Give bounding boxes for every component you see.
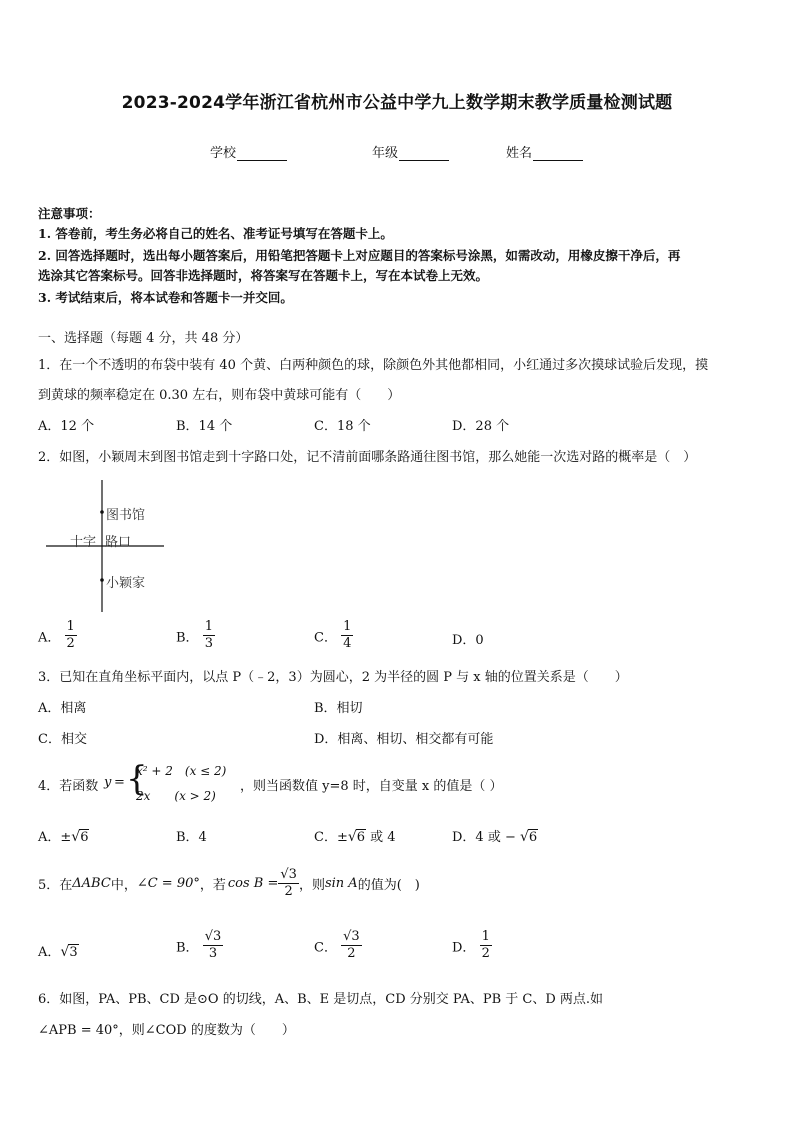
q2-b-den: 3	[204, 636, 213, 652]
radical-icon: √	[347, 829, 357, 845]
grade-blank	[399, 148, 449, 161]
q3-option-a: A．相离	[38, 701, 87, 716]
school-blank	[237, 148, 287, 161]
name-blank	[533, 148, 583, 161]
q4-c-label: C．±	[314, 830, 348, 845]
q4-c-radicand: 6	[356, 830, 366, 845]
home-point	[100, 578, 104, 582]
q5-d-num: 1	[480, 930, 492, 946]
radical-icon: √	[519, 829, 529, 845]
q4-y: y	[104, 775, 112, 790]
q5-c-num: √3	[341, 930, 362, 946]
q1-option-d: D．28 个	[452, 419, 510, 434]
notice-item-3: 3. 考试结束后，将本试卷和答题卡一并交回。	[38, 290, 293, 305]
q2-a-label: A．	[38, 630, 61, 646]
q2-option-b	[176, 620, 215, 652]
q5-a-label: A．	[38, 945, 61, 960]
grade-field	[372, 142, 449, 161]
q4-suffix: ，则当函数值 y=8 时，自变量 x 的值是（ ）	[240, 779, 503, 794]
q1-option-c: C．18 个	[314, 419, 371, 434]
notice-item-1: 1. 答卷前，考生务必将自己的姓名、准考证号填写在答题卡上。	[38, 226, 393, 241]
q5-d-label: D．	[452, 940, 476, 956]
q4-option-d	[452, 826, 538, 845]
q2-c-den: 4	[343, 636, 352, 652]
name-label: 姓名	[506, 146, 533, 161]
q4-d-label: D．4 或 −	[452, 830, 520, 845]
radical-icon: √	[71, 829, 81, 845]
q2-c-fraction	[341, 620, 353, 652]
q5-mid-3: ，则	[298, 878, 325, 894]
fig-cross-label-2: 路口	[105, 535, 132, 550]
q5-stem	[38, 868, 420, 900]
q4-option-c	[314, 826, 396, 845]
notice-item-2-cont: 选涂其它答案标号。回答非选择题时，将答案写在答题卡上，写在本试卷上无效。	[38, 268, 489, 283]
q5-d-fraction	[480, 930, 492, 962]
q5-c-label: C．	[314, 940, 337, 956]
q5-suffix: 的值为( )	[357, 878, 420, 894]
q3-stem: 3．已知在直角坐标平面内，以点 P（﹣2，3）为圆心，2 为半径的圆 P 与 x 轴的位置关系是（ ）	[38, 670, 628, 685]
grade-label: 年级	[372, 146, 399, 161]
q5-mid-1: 中，	[110, 878, 137, 894]
q5-c-den: 2	[347, 946, 356, 962]
q3-option-b: B．相切	[314, 701, 363, 716]
q4-eq: =	[114, 775, 125, 790]
q5-num: √3	[278, 868, 299, 884]
notice-item-2: 2. 回答选择题时，选出每小题答案后，用铅笔把答题卡上对应题目的答案标号涂黑，如需改动，用橡皮擦干净后，再	[38, 248, 681, 263]
notice-heading: 注意事项：	[38, 206, 101, 221]
q2-stem: 2．如图，小颖周末到图书馆走到十字路口处，记不清前面哪条路通往图书馆，那么她能一次选对路的概率是（ ）	[38, 450, 697, 465]
fig-home-label: 小颖家	[106, 576, 146, 591]
school-label: 学校	[210, 146, 237, 161]
q6-stem-cont: ∠APB = 40°，则∠COD 的度数为（ ）	[38, 1023, 295, 1038]
q1-stem: 1．在一个不透明的布袋中装有 40 个黄、白两种颜色的球，除颜色外其他都相同，小红通过多次摸球试验后发现，摸	[38, 358, 709, 373]
q5-b-num: √3	[203, 930, 224, 946]
q2-b-fraction	[203, 620, 215, 652]
q1-option-a: A．12 个	[38, 419, 95, 434]
q2-a-den: 2	[66, 636, 75, 652]
q4-case-1: x² + 2 (x ≤ 2)	[136, 764, 227, 778]
q3-option-c: C．相交	[38, 732, 87, 747]
q4-option-a	[38, 826, 89, 845]
q5-b-label: B．	[176, 940, 199, 956]
q4-d-radicand: 6	[528, 830, 538, 845]
q4-a-label: A．±	[38, 830, 72, 845]
q4-prefix: 4．若函数	[38, 779, 99, 794]
q2-option-c	[314, 620, 353, 652]
q5-fraction	[278, 868, 299, 900]
q2-c-num: 1	[341, 620, 353, 636]
q4-c-tail: 或 4	[366, 830, 396, 845]
q5-mid-2: ，若	[199, 878, 226, 894]
q1-stem-cont: 到黄球的频率稳定在 0.30 左右，则布袋中黄球可能有（ ）	[38, 388, 401, 403]
q2-a-num: 1	[65, 620, 77, 636]
q2-option-d: D．0	[452, 633, 484, 648]
q5-a-radicand: 3	[69, 945, 78, 960]
q3-option-d: D．相离、相切、相交都有可能	[314, 732, 494, 747]
fig-library-label: 图书馆	[106, 508, 146, 523]
q4-option-b: B．4	[176, 830, 207, 845]
q5-triangle: ΔABC	[72, 876, 111, 892]
q5-d-den: 2	[481, 946, 490, 962]
q4-brace: {	[126, 759, 148, 799]
q1-option-b: B．14 个	[176, 419, 233, 434]
q5-prefix: 5．在	[38, 878, 73, 894]
q5-cosb: cos B =	[227, 876, 279, 892]
q5-option-a	[38, 941, 79, 960]
name-field	[506, 142, 583, 161]
q5-b-den: 3	[208, 946, 218, 962]
radical-icon: √	[60, 944, 70, 960]
q5-option-c	[314, 930, 362, 962]
q5-option-b	[176, 930, 223, 962]
q2-option-a	[38, 620, 77, 652]
q5-den: 2	[284, 884, 293, 900]
q6-stem: 6．如图，PA、PB、CD 是⊙O 的切线，A、B、E 是切点，CD 分别交 PA、PB 于 C、D 两点.如	[38, 992, 604, 1007]
q5-sina: sin A	[324, 876, 358, 892]
section-heading: 一、选择题（每题 4 分，共 48 分）	[38, 331, 249, 346]
q4-case-2: 2x (x > 2)	[136, 789, 216, 803]
q5-angle: ∠C = 90°	[136, 876, 200, 892]
school-field	[210, 142, 287, 161]
fig-cross-label-1: 十字	[70, 535, 97, 550]
q5-option-d	[452, 930, 492, 962]
q5-b-fraction	[203, 930, 224, 962]
q2-b-num: 1	[203, 620, 215, 636]
q5-c-fraction	[341, 930, 362, 962]
q4-a-radicand: 6	[80, 830, 89, 845]
q2-c-label: C．	[314, 630, 337, 646]
library-point	[100, 510, 104, 514]
q2-b-label: B．	[176, 630, 199, 646]
page-title: 2023-2024学年浙江省杭州市公益中学九上数学期末教学质量检测试题	[121, 93, 673, 113]
q2-a-fraction	[65, 620, 77, 652]
